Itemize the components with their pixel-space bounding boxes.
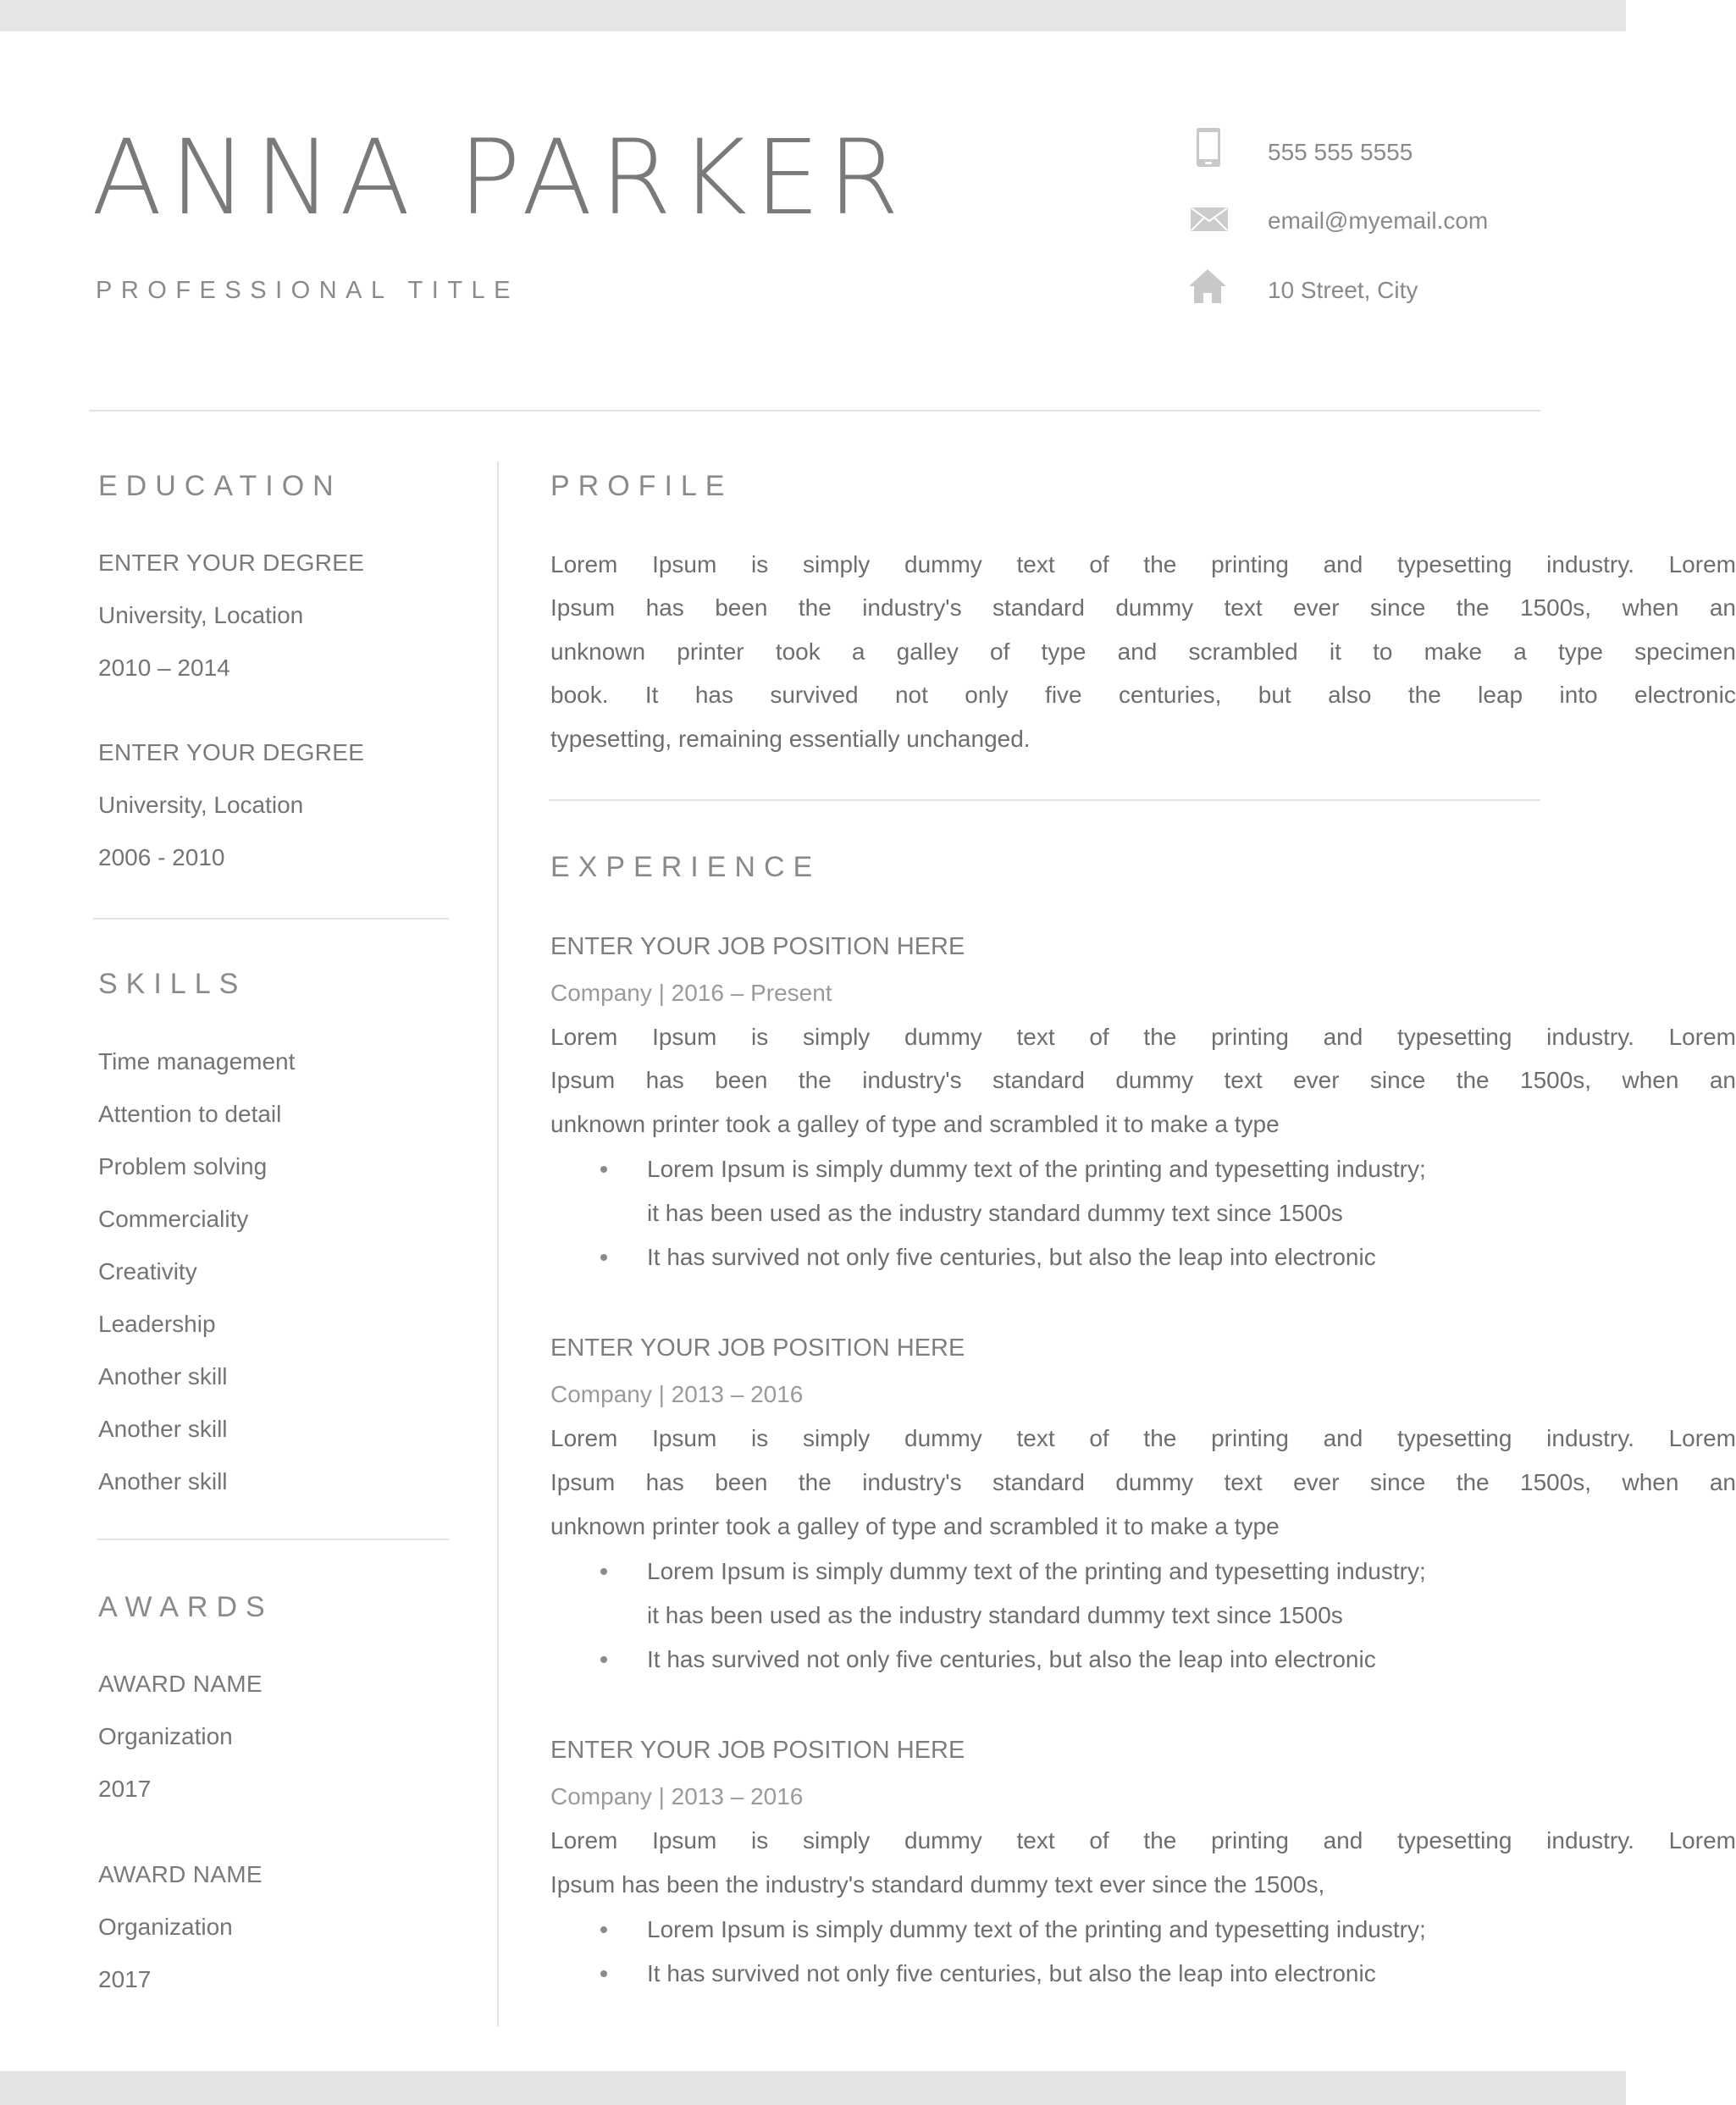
word: type <box>1041 638 1086 665</box>
skill-item: Time management <box>98 1048 296 1075</box>
job-title: ENTER YOUR JOB POSITION HERE <box>550 1737 965 1764</box>
word: Lorem <box>1668 1425 1736 1451</box>
word: It <box>644 682 659 708</box>
word: of <box>1089 1425 1109 1451</box>
word: industry. <box>1546 1827 1634 1854</box>
word: industry's <box>862 1469 962 1495</box>
award-year: 2017 <box>98 1776 152 1802</box>
word: the <box>1407 682 1441 708</box>
word: printing <box>1211 551 1289 577</box>
word: the <box>1456 1469 1490 1495</box>
word: is <box>751 1827 769 1854</box>
bullet-icon <box>600 1254 607 1261</box>
phone-number: 555 555 5555 <box>1268 139 1413 165</box>
mobile-phone-icon <box>1196 127 1221 168</box>
bottom-margin-band <box>0 2071 1626 2105</box>
awards-heading: AWARDS <box>98 1591 274 1623</box>
job-description-line <box>550 1065 1736 1096</box>
job-description-line <box>550 1022 1736 1052</box>
bullet-text-continued: it has been used as the industry standard dummy text since 1500s <box>647 1602 1343 1628</box>
word: been <box>715 1067 768 1093</box>
word: ever <box>1293 1469 1340 1495</box>
word: the <box>1143 551 1177 577</box>
job-description-line: Ipsum has been the industry's standard dummy text ever since the 1500s, <box>550 1871 1325 1898</box>
word: scrambled <box>1188 638 1298 665</box>
word: of <box>1089 1827 1109 1854</box>
word: has <box>645 594 684 621</box>
word: the <box>798 1469 832 1495</box>
job-description-line <box>550 1826 1736 1856</box>
job-title: ENTER YOUR JOB POSITION HERE <box>550 1334 965 1362</box>
job-description-line <box>550 1423 1736 1454</box>
word: specimen <box>1634 638 1736 665</box>
word: to <box>1373 638 1393 665</box>
skill-item: Attention to detail <box>98 1101 282 1127</box>
word: electronic <box>1634 682 1736 708</box>
word: and <box>1117 638 1158 665</box>
word: been <box>715 1469 768 1495</box>
company-dates: Company | 2013 – 2016 <box>550 1381 804 1407</box>
skill-item: Leadership <box>98 1311 216 1337</box>
word: industry. <box>1546 1024 1634 1050</box>
word: been <box>715 594 768 621</box>
word: but <box>1258 682 1291 708</box>
word: simply <box>802 551 871 577</box>
word: book. <box>550 682 609 708</box>
word: simply <box>802 1425 871 1451</box>
word: 1500s, <box>1520 1469 1592 1495</box>
word: five <box>1045 682 1082 708</box>
word: typesetting <box>1397 551 1512 577</box>
word: Lorem <box>1668 551 1736 577</box>
profile-line <box>550 550 1736 580</box>
word: and <box>1323 1827 1363 1854</box>
company-dates: Company | 2016 – Present <box>550 980 832 1006</box>
job-description-line: unknown printer took a galley of type and scrambled it to make a type <box>550 1111 1280 1137</box>
bullet-icon <box>600 1970 607 1977</box>
bullet-icon <box>600 1568 607 1575</box>
header-divider <box>89 410 1540 412</box>
word: when <box>1622 1469 1679 1495</box>
bullet-icon <box>600 1166 607 1173</box>
word: 1500s, <box>1520 1067 1592 1093</box>
word: dummy <box>904 1827 982 1854</box>
word: ever <box>1293 1067 1340 1093</box>
word: standard <box>992 1067 1085 1093</box>
profile-line <box>550 637 1736 667</box>
bullet-text: Lorem Ipsum is simply dummy text of the printing and typesetting industry; <box>647 1156 1426 1182</box>
degree: ENTER YOUR DEGREE <box>98 550 365 576</box>
word: printer <box>677 638 744 665</box>
education-heading: EDUCATION <box>98 470 342 502</box>
word: unknown <box>550 638 646 665</box>
word: is <box>751 1024 769 1050</box>
word: leap <box>1478 682 1523 708</box>
word: type <box>1557 638 1603 665</box>
word: dummy <box>904 1425 982 1451</box>
word: Lorem <box>1668 1827 1736 1854</box>
word: simply <box>802 1827 871 1854</box>
award-year: 2017 <box>98 1966 152 1992</box>
word: Ipsum <box>550 1469 616 1495</box>
word: ever <box>1293 594 1340 621</box>
word: the <box>1143 1024 1177 1050</box>
job-description-line <box>550 1467 1736 1498</box>
company-dates: Company | 2013 – 2016 <box>550 1783 804 1809</box>
word: an <box>1709 594 1736 621</box>
word: printing <box>1211 1827 1289 1854</box>
word: only <box>965 682 1009 708</box>
skill-item: Another skill <box>98 1468 228 1494</box>
word: galley <box>896 638 959 665</box>
word: text <box>1016 551 1055 577</box>
award-name: AWARD NAME <box>98 1861 263 1887</box>
word: industry's <box>862 594 962 621</box>
word: industry. <box>1546 551 1634 577</box>
word: and <box>1323 551 1363 577</box>
email-address: email@myemail.com <box>1268 207 1489 234</box>
word: industry's <box>862 1067 962 1093</box>
word: Lorem <box>550 1425 618 1451</box>
bullet-icon <box>600 1926 607 1933</box>
profile-line: typesetting, remaining essentially unchanged. <box>550 726 1031 752</box>
word: industry. <box>1546 1425 1634 1451</box>
word: is <box>751 1425 769 1451</box>
word: has <box>645 1469 684 1495</box>
years: 2010 – 2014 <box>98 655 230 681</box>
job-description-line: unknown printer took a galley of type and scrambled it to make a type <box>550 1513 1280 1539</box>
profile-divider <box>549 799 1540 801</box>
word: dummy <box>1115 1469 1194 1495</box>
word: and <box>1323 1425 1363 1451</box>
word: dummy <box>904 551 982 577</box>
word: typesetting <box>1397 1425 1512 1451</box>
word: simply <box>802 1024 871 1050</box>
skill-item: Commerciality <box>98 1206 249 1232</box>
word: has <box>645 1067 684 1093</box>
word: the <box>1143 1827 1177 1854</box>
word: not <box>894 682 928 708</box>
word: Ipsum <box>550 594 616 621</box>
years: 2006 - 2010 <box>98 844 225 870</box>
word: the <box>798 1067 832 1093</box>
degree: ENTER YOUR DEGREE <box>98 739 365 765</box>
profile-heading: PROFILE <box>550 470 733 502</box>
award-organization: Organization <box>98 1914 233 1940</box>
word: text <box>1224 1469 1263 1495</box>
skill-item: Creativity <box>98 1258 197 1285</box>
word: took <box>775 638 821 665</box>
column-divider <box>497 461 499 2026</box>
word: text <box>1016 1425 1055 1451</box>
candidate-name: ANNA PARKER <box>91 118 908 238</box>
word: the <box>1456 594 1490 621</box>
skills-heading: SKILLS <box>98 968 247 1000</box>
word: printing <box>1211 1024 1289 1050</box>
skill-item: Problem solving <box>98 1153 268 1180</box>
word: when <box>1622 594 1679 621</box>
word: Ipsum <box>652 1024 717 1050</box>
bullet-icon <box>600 1656 607 1663</box>
top-margin-band <box>0 0 1626 31</box>
word: text <box>1224 594 1263 621</box>
word: dummy <box>904 1024 982 1050</box>
word: the <box>1143 1425 1177 1451</box>
word: standard <box>992 1469 1085 1495</box>
word: text <box>1016 1827 1055 1854</box>
street-address: 10 Street, City <box>1268 277 1418 303</box>
word: Lorem <box>550 1024 618 1050</box>
word: a <box>851 638 865 665</box>
professional-title: PROFESSIONAL TITLE <box>96 277 520 304</box>
word: centuries, <box>1119 682 1222 708</box>
word: Lorem <box>550 1827 618 1854</box>
word: 1500s, <box>1520 594 1592 621</box>
word: Ipsum <box>652 551 717 577</box>
word: Lorem <box>550 551 618 577</box>
job-title: ENTER YOUR JOB POSITION HERE <box>550 933 965 960</box>
word: dummy <box>1115 594 1194 621</box>
award-name: AWARD NAME <box>98 1671 263 1697</box>
word: printing <box>1211 1425 1289 1451</box>
word: it <box>1329 638 1341 665</box>
profile-line <box>550 593 1736 623</box>
word: also <box>1328 682 1372 708</box>
word: survived <box>770 682 859 708</box>
bullet-text: It has survived not only five centuries, but also the leap into electronic <box>647 1960 1376 1986</box>
word: an <box>1709 1067 1736 1093</box>
skills-divider <box>97 1539 449 1540</box>
word: Ipsum <box>652 1425 717 1451</box>
word: of <box>1089 551 1109 577</box>
word: text <box>1224 1067 1263 1093</box>
word: since <box>1369 1469 1426 1495</box>
word: of <box>990 638 1010 665</box>
bullet-text: Lorem Ipsum is simply dummy text of the printing and typesetting industry; <box>647 1916 1426 1942</box>
word: into <box>1559 682 1598 708</box>
word: is <box>751 551 769 577</box>
word: standard <box>992 594 1085 621</box>
bullet-text: It has survived not only five centuries, but also the leap into electronic <box>647 1244 1376 1270</box>
word: typesetting <box>1397 1024 1512 1050</box>
skill-item: Another skill <box>98 1363 228 1390</box>
experience-heading: EXPERIENCE <box>550 851 821 883</box>
word: when <box>1622 1067 1679 1093</box>
word: the <box>1456 1067 1490 1093</box>
word: since <box>1369 1067 1426 1093</box>
word: Ipsum <box>652 1827 717 1854</box>
word: make <box>1424 638 1483 665</box>
award-organization: Organization <box>98 1723 233 1749</box>
word: and <box>1323 1024 1363 1050</box>
envelope-icon <box>1191 207 1228 231</box>
word: a <box>1513 638 1527 665</box>
word: Ipsum <box>550 1067 616 1093</box>
word: Lorem <box>1668 1024 1736 1050</box>
school: University, Location <box>98 792 304 818</box>
word: dummy <box>1115 1067 1194 1093</box>
skill-item: Another skill <box>98 1416 228 1442</box>
word: an <box>1709 1469 1736 1495</box>
bullet-text: Lorem Ipsum is simply dummy text of the printing and typesetting industry; <box>647 1558 1426 1584</box>
word: typesetting <box>1397 1827 1512 1854</box>
word: the <box>798 594 832 621</box>
word: text <box>1016 1024 1055 1050</box>
bullet-text: It has survived not only five centuries, but also the leap into electronic <box>647 1646 1376 1672</box>
bullet-text-continued: it has been used as the industry standard dummy text since 1500s <box>647 1200 1343 1226</box>
house-icon <box>1189 269 1226 303</box>
word: has <box>694 682 733 708</box>
profile-line <box>550 680 1736 710</box>
word: since <box>1369 594 1426 621</box>
word: of <box>1089 1024 1109 1050</box>
school: University, Location <box>98 602 304 628</box>
education-divider <box>93 918 449 920</box>
